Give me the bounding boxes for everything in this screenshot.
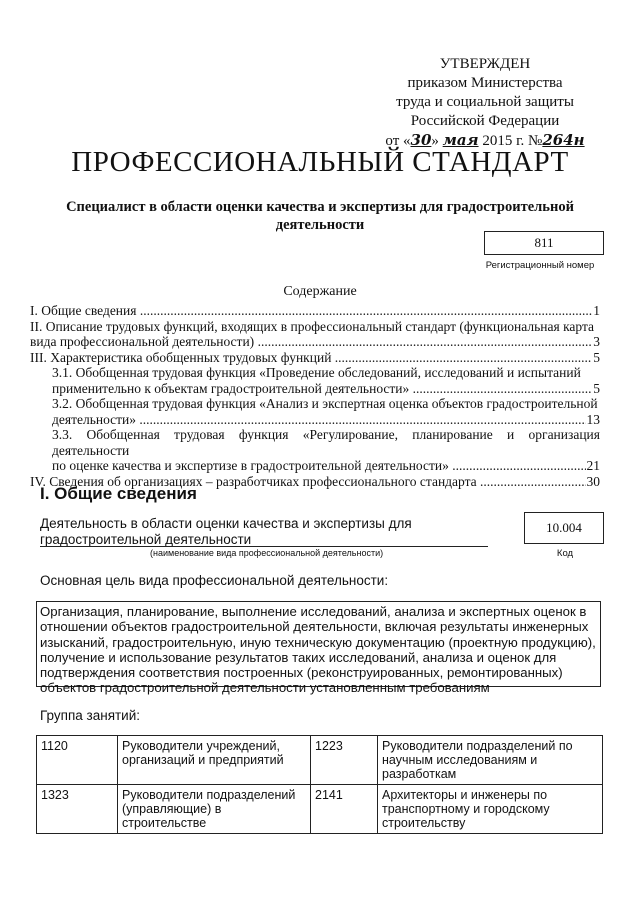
toc-item[interactable]: применительно к объектам градостроительной деятельности» ..... 5 <box>30 381 600 397</box>
occupation-group-table <box>36 735 603 834</box>
contents-heading: Содержание <box>283 284 357 299</box>
activity-caption: (наименование вида профессиональной деятельности) <box>150 548 384 558</box>
table-cell: 1120 <box>37 736 118 785</box>
registration-number-label: Регистрационный номер <box>485 260 595 271</box>
toc-item-line: 3.3. Обобщенная трудовая функция «Регулирование, планирование и организация деятельности <box>52 427 600 458</box>
toc-item-line: 3.1. Обобщенная трудовая функция «Проведение обследований, исследований и испытаний <box>52 365 581 380</box>
registration-number-box: 811 <box>484 231 604 255</box>
toc-item[interactable]: деятельности» ..... 13 <box>30 412 600 428</box>
approval-day: 30 <box>410 131 432 149</box>
activity-name: Деятельность в области оценки качества и экспертизы для градостроительной деятельности <box>40 516 412 547</box>
table-cell: Руководители учреждений, организаций и предприятий <box>118 736 311 785</box>
toc-item[interactable]: IV. Сведения об организациях – разработчиках профессионального стандарта ..... 30 <box>30 474 600 490</box>
toc-item[interactable]: по оценке качества и экспертизе в градостроительной деятельности» ..... 21 <box>30 458 600 474</box>
section-heading: I. Общие сведения <box>40 484 197 503</box>
approval-line: приказом Министерства <box>407 75 563 91</box>
toc-item-line: 3.2. Обобщенная трудовая функция «Анализ и экспертная оценка объектов градостроительной <box>52 396 598 411</box>
activity-underline <box>40 546 488 547</box>
goal-heading: Основная цель вида профессиональной деятельности: <box>40 573 389 588</box>
document-subtitle: Специалист в области оценки качества и экспертизы для градостроительной деятельности <box>66 199 574 233</box>
activity-code-caption: Код <box>556 548 574 559</box>
approval-line: УТВЕРЖДЕН <box>439 56 531 72</box>
table-cell: 1323 <box>37 785 118 834</box>
toc-item[interactable]: I. Общие сведения ..... 1 <box>30 303 600 319</box>
table-of-contents <box>30 303 600 489</box>
toc-item[interactable]: вида профессиональной деятельности) ..... 3 <box>30 334 600 350</box>
table-row <box>37 785 603 834</box>
activity-code-box: 10.004 <box>524 512 604 544</box>
approval-month: мая <box>442 131 479 149</box>
table-cell: Руководители подразделений по научным исследованиям и разработкам <box>378 736 603 785</box>
approval-date: от «30» мая 2015 г. №264н <box>385 131 585 149</box>
occupation-group-heading: Группа занятий: <box>40 708 141 723</box>
table-cell: 2141 <box>311 785 378 834</box>
table-cell: Руководители подразделений (управляющие) в строительстве <box>118 785 311 834</box>
toc-item[interactable]: III. Характеристика обобщенных трудовых функций ..... 5 <box>30 350 600 366</box>
approval-number: 264н <box>542 131 585 149</box>
document-title: ПРОФЕССИОНАЛЬНЫЙ СТАНДАРТ <box>71 146 569 178</box>
table-row <box>37 736 603 785</box>
approval-stamp <box>360 55 610 151</box>
approval-line: труда и социальной защиты <box>396 94 574 110</box>
table-cell: 1223 <box>311 736 378 785</box>
approval-line: Российской Федерации <box>410 113 560 129</box>
table-cell: Архитекторы и инженеры по транспортному и городскому строительству <box>378 785 603 834</box>
toc-item-line: II. Описание трудовых функций, входящих в профессиональный стандарт (функциональная карта <box>30 318 595 334</box>
goal-box: Организация, планирование, выполнение исследований, анализа и экспертных оценок в отношении объектов градостроительной деятельности, включая результаты инженерных изысканий, градостроительную, иную техническую документацию (проектную продукцию), получение и использование результатов таких исследований, анализа и оценок для подтверждения соответствия построенных (реконструированных, ремонтированных) объектов градостроительной деятельности установленным требованиям <box>36 601 601 687</box>
